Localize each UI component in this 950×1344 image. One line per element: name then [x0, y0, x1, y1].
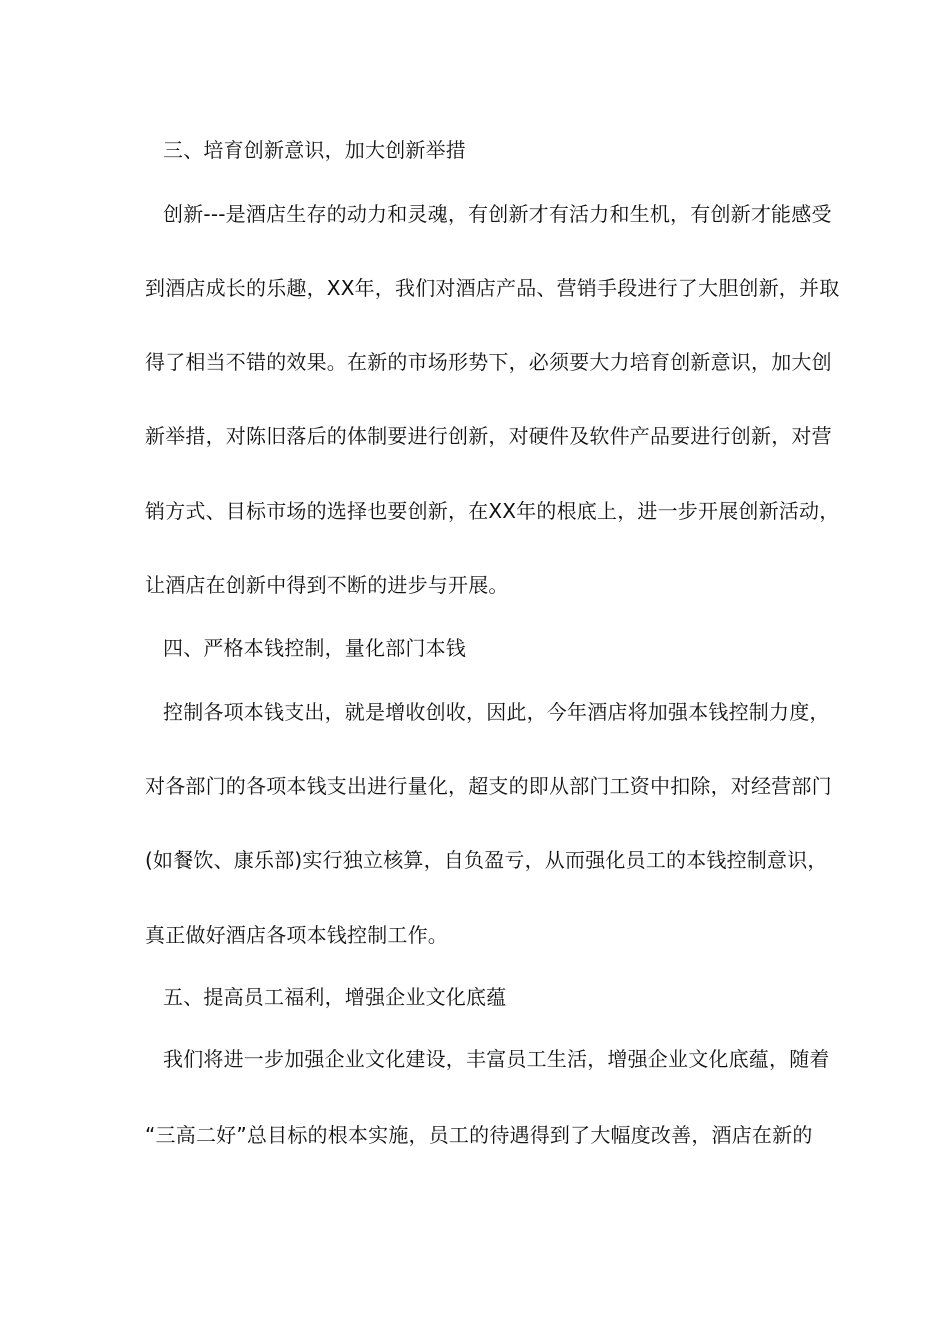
paragraph-line: 创新---是酒店生存的动力和灵魂，有创新才有活力和生机，有创新才能感受 [163, 202, 832, 226]
paragraph-line: 真正做好酒店各项本钱控制工作。 [145, 923, 448, 947]
paragraph-line: 我们将进一步加强企业文化建设，丰富员工生活，增强企业文化底蕴，随着 [163, 1047, 830, 1071]
section-heading-4: 四、严格本钱控制，量化部门本钱 [163, 636, 466, 660]
paragraph-line: 销方式、目标市场的选择也要创新，在XX年的根底上，进一步开展创新活动， [145, 499, 840, 523]
paragraph-line: 控制各项本钱支出，就是增收创收，因此，今年酒店将加强本钱控制力度， [163, 700, 830, 724]
section-heading-5: 五、提高员工福利，增强企业文化底蕴 [163, 985, 507, 1009]
paragraph-line: 到酒店成长的乐趣，XX年，我们对酒店产品、营销手段进行了大胆创新，并取 [145, 276, 840, 300]
paragraph-line: (如餐饮、康乐部)实行独立核算，自负盈亏，从而强化员工的本钱控制意识， [145, 848, 828, 872]
paragraph-line: 得了相当不错的效果。在新的市场形势下，必须要大力培育创新意识，加大创 [145, 350, 832, 374]
paragraph-line: 对各部门的各项本钱支出进行量化，超支的即从部门工资中扣除，对经营部门 [145, 774, 832, 798]
section-heading-3: 三、培育创新意识，加大创新举措 [163, 138, 466, 162]
paragraph-line: 新举措，对陈旧落后的体制要进行创新，对硬件及软件产品要进行创新，对营 [145, 424, 832, 448]
paragraph-line: “三高二好”总目标的根本实施，员工的待遇得到了大幅度改善，酒店在新的 [145, 1123, 813, 1147]
paragraph-line: 让酒店在创新中得到不断的进步与开展。 [145, 573, 509, 597]
